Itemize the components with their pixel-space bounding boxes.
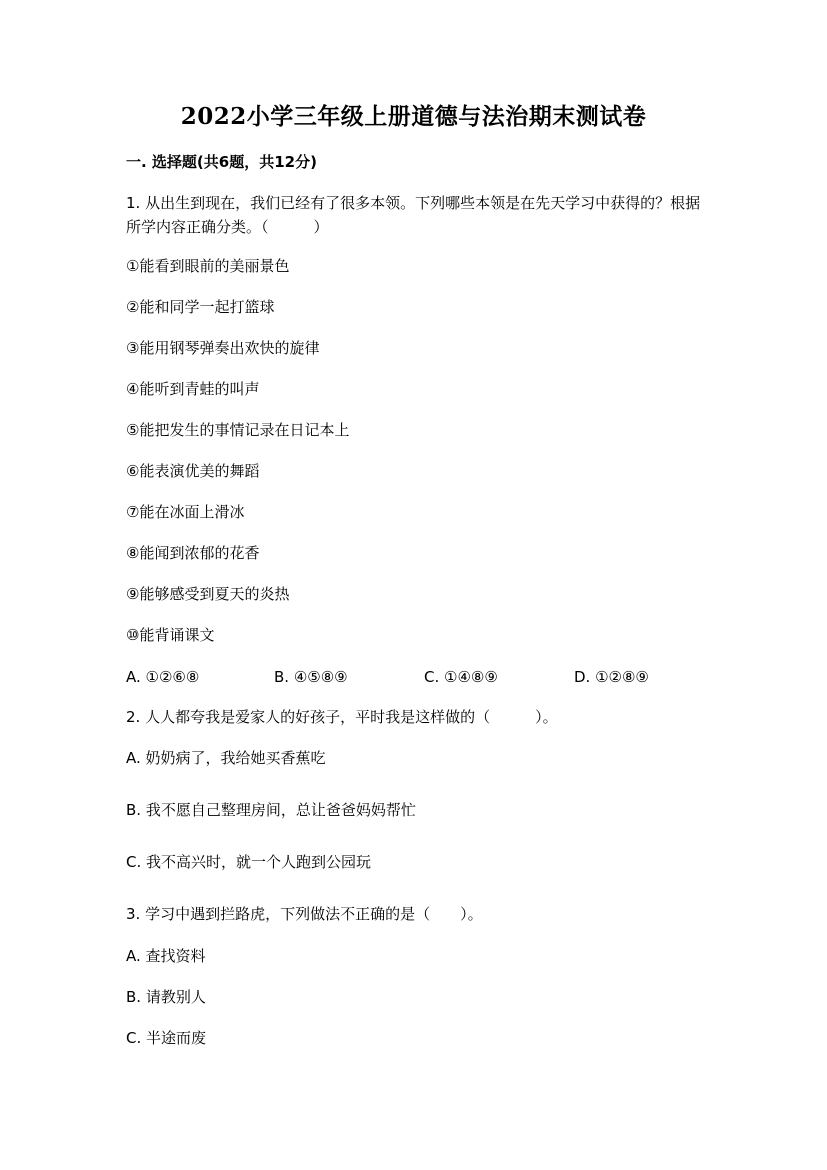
- q1-item-8: ⑧能闻到浓郁的花香: [126, 544, 260, 562]
- q1-item-10: ⑩能背诵课文: [126, 626, 215, 644]
- q1-options: [126, 665, 686, 689]
- q1-item-3: ③能用钢琴弹奏出欢快的旋律: [126, 339, 320, 357]
- section-heading: 一. 选择题(共6题，共12分): [126, 153, 317, 171]
- q1-item-5: ⑤能把发生的事情记录在日记本上: [126, 421, 350, 439]
- q1-option-b[interactable]: B. ④⑤⑧⑨: [274, 668, 348, 686]
- question-2-text: 2. 人人都夸我是爱家人的好孩子，平时我是这样做的（ ）。: [126, 708, 558, 726]
- q1-option-d[interactable]: D. ①②⑧⑨: [574, 668, 649, 686]
- q2-option-b[interactable]: B. 我不愿自己整理房间，总让爸爸妈妈帮忙: [126, 801, 416, 819]
- q1-item-1: ①能看到眼前的美丽景色: [126, 257, 290, 275]
- exam-title: 2022小学三年级上册道德与法治期末测试卷: [180, 103, 647, 130]
- q1-option-c[interactable]: C. ①④⑧⑨: [424, 668, 498, 686]
- q2-option-c[interactable]: C. 我不高兴时，就一个人跑到公园玩: [126, 853, 372, 871]
- q1-item-9: ⑨能够感受到夏天的炎热: [126, 585, 290, 603]
- question-3-text: 3. 学习中遇到拦路虎，下列做法不正确的是（ ）。: [126, 905, 483, 923]
- q1-item-6: ⑥能表演优美的舞蹈: [126, 462, 260, 480]
- q3-option-a[interactable]: A. 查找资料: [126, 947, 206, 965]
- question-1-text: 1. 从出生到现在，我们已经有了很多本领。下列哪些本领是在先天学习中获得的？根据所学内容正确分类。（ ）: [126, 194, 701, 236]
- q1-item-7: ⑦能在冰面上滑冰: [126, 503, 245, 521]
- q3-option-c[interactable]: C. 半途而废: [126, 1029, 207, 1047]
- q2-option-a[interactable]: A. 奶奶病了，我给她买香蕉吃: [126, 749, 326, 767]
- q1-item-2: ②能和同学一起打篮球: [126, 298, 275, 316]
- q1-item-4: ④能听到青蛙的叫声: [126, 380, 260, 398]
- q3-option-b[interactable]: B. 请教别人: [126, 988, 206, 1006]
- q1-option-a[interactable]: A. ①②⑥⑧: [126, 668, 200, 686]
